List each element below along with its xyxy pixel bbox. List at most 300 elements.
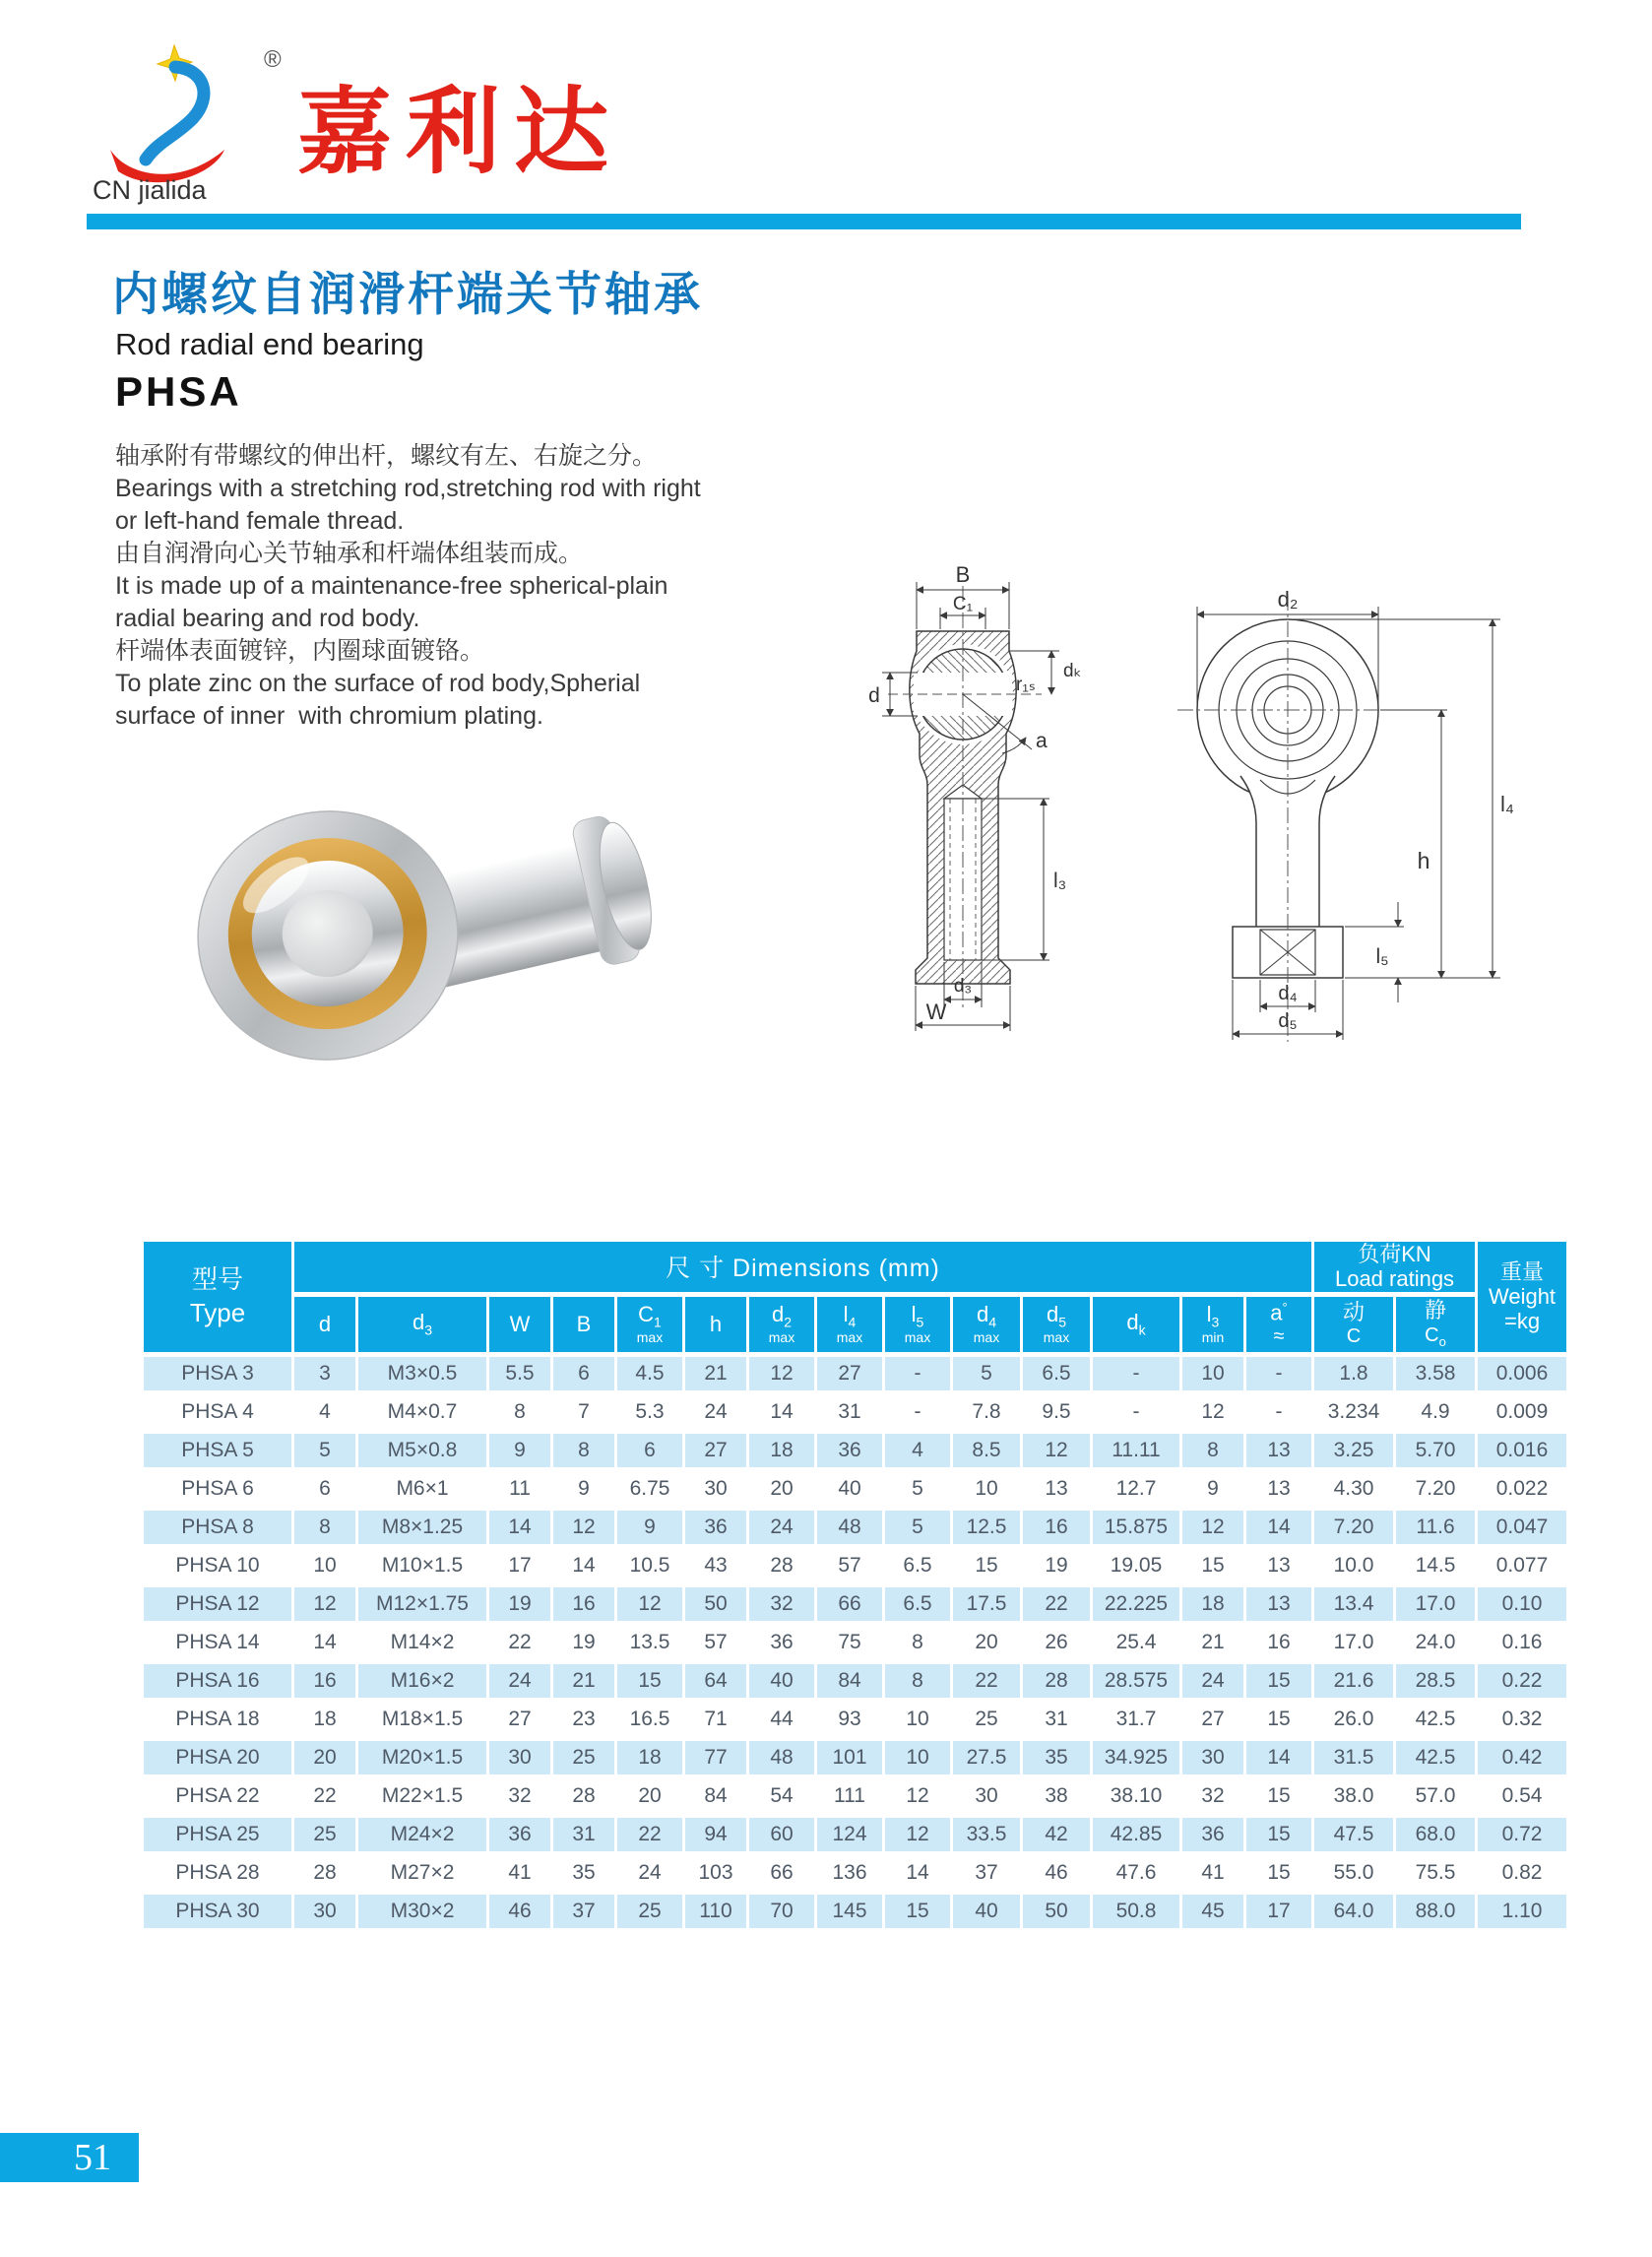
header-load-ratings — [1314, 1242, 1475, 1292]
table-cell: 25.4 — [1093, 1626, 1179, 1659]
table-cell: 18 — [617, 1741, 682, 1774]
table-cell: 36 — [749, 1626, 814, 1659]
table-cell: 9 — [489, 1434, 550, 1467]
dim-label-r1s: r₁ₛ — [1016, 675, 1036, 695]
dim-label-a: a — [1036, 730, 1048, 752]
table-cell: 13 — [1246, 1434, 1311, 1467]
table-cell: 12.7 — [1093, 1472, 1179, 1506]
table-cell: 20 — [749, 1472, 814, 1506]
dim-label-l5: l₅ — [1375, 945, 1389, 968]
dim-label-W: W — [925, 1000, 947, 1024]
logo-caption: CN jialida — [93, 175, 207, 205]
table-cell: 8 — [885, 1664, 950, 1698]
table-cell: 31 — [1023, 1703, 1090, 1736]
row-type-cell: PHSA 8 — [144, 1511, 291, 1544]
table-cell: 38.10 — [1093, 1779, 1179, 1813]
table-cell: 101 — [817, 1741, 882, 1774]
table-cell: - — [885, 1357, 950, 1390]
column-header: W — [489, 1297, 550, 1352]
table-cell: 16 — [1023, 1511, 1090, 1544]
table-cell: 0.82 — [1478, 1856, 1566, 1890]
table-cell: 14 — [1246, 1741, 1311, 1774]
table-cell: M4×0.7 — [358, 1395, 486, 1429]
table-cell: 25 — [617, 1895, 682, 1928]
table-cell: 12 — [749, 1357, 814, 1390]
table-cell: M8×1.25 — [358, 1511, 486, 1544]
table-cell: 5.5 — [489, 1357, 550, 1390]
table-cell: 77 — [685, 1741, 746, 1774]
row-type-cell: PHSA 16 — [144, 1664, 291, 1698]
table-cell: 11.6 — [1396, 1511, 1475, 1544]
column-header: 静 $C_o$ — [1396, 1297, 1475, 1352]
table-cell: 15 — [953, 1549, 1020, 1582]
table-cell: 0.42 — [1478, 1741, 1566, 1774]
table-cell: 50 — [1023, 1895, 1090, 1928]
dim-label-l3: l₃ — [1053, 870, 1067, 892]
company-logo — [89, 39, 290, 205]
table-cell: 19.05 — [1093, 1549, 1179, 1582]
table-cell: 17.0 — [1396, 1587, 1475, 1621]
table-cell: 31.5 — [1314, 1741, 1393, 1774]
table-cell: 30 — [294, 1895, 355, 1928]
table-cell: 17 — [1246, 1895, 1311, 1928]
table-cell: 16 — [553, 1587, 614, 1621]
table-cell: 12 — [885, 1818, 950, 1851]
header-divider-bar — [87, 214, 1521, 229]
table-cell: 4.5 — [617, 1357, 682, 1390]
header-weight-en: Weight — [1488, 1284, 1557, 1310]
row-type-cell: PHSA 20 — [144, 1741, 291, 1774]
page-number: 51 — [0, 2133, 139, 2182]
column-header: 动 C — [1314, 1297, 1393, 1352]
table-cell: 15 — [1246, 1664, 1311, 1698]
table-row — [144, 1357, 1566, 1390]
table-cell: 93 — [817, 1703, 882, 1736]
table-cell: 110 — [685, 1895, 746, 1928]
table-cell: 71 — [685, 1703, 746, 1736]
row-type-cell: PHSA 22 — [144, 1779, 291, 1813]
table-cell: 30 — [953, 1779, 1020, 1813]
table-cell: 9 — [1182, 1472, 1243, 1506]
table-cell: 12 — [1023, 1434, 1090, 1467]
description-line: Bearings with a stretching rod,stretching rod with right — [115, 475, 701, 502]
table-cell: 20 — [953, 1626, 1020, 1659]
table-cell: 42.85 — [1093, 1818, 1179, 1851]
table-cell: M5×0.8 — [358, 1434, 486, 1467]
description-line: It is made up of a maintenance-free spherical-plain — [115, 572, 668, 600]
table-row — [144, 1434, 1566, 1467]
table-row — [144, 1395, 1566, 1429]
logo-swoosh-blue — [146, 67, 204, 160]
table-cell: 17.0 — [1314, 1626, 1393, 1659]
table-cell: 84 — [817, 1664, 882, 1698]
table-cell: 15 — [1246, 1703, 1311, 1736]
column-header: $d_2$ max — [749, 1297, 814, 1352]
table-cell: 42 — [1023, 1818, 1090, 1851]
header-weight — [1478, 1242, 1566, 1352]
column-header: d — [294, 1297, 355, 1352]
table-cell: 9 — [553, 1472, 614, 1506]
table-cell: 0.54 — [1478, 1779, 1566, 1813]
product-title-en: Rod radial end bearing — [115, 327, 424, 361]
table-cell: 12.5 — [953, 1511, 1020, 1544]
dim-label-d2: d₂ — [1277, 587, 1299, 612]
dim-label-d4: d₄ — [1278, 983, 1298, 1004]
table-cell: 16 — [1246, 1626, 1311, 1659]
table-cell: 21 — [553, 1664, 614, 1698]
table-cell: 57 — [817, 1549, 882, 1582]
table-cell: 22.225 — [1093, 1587, 1179, 1621]
dim-label-dK: dₖ — [1063, 661, 1082, 681]
table-cell: 10 — [885, 1741, 950, 1774]
row-type-cell: PHSA 25 — [144, 1818, 291, 1851]
table-cell: 7.8 — [953, 1395, 1020, 1429]
column-header: $d_3$ — [358, 1297, 486, 1352]
table-cell: 26 — [1023, 1626, 1090, 1659]
table-cell: 24 — [489, 1664, 550, 1698]
header-type-cn: 型号 — [191, 1264, 243, 1294]
table-cell: - — [1093, 1357, 1179, 1390]
table-cell: 3.25 — [1314, 1434, 1393, 1467]
description-line: To plate zinc on the surface of rod body,Spherial — [115, 670, 641, 697]
row-type-cell: PHSA 5 — [144, 1434, 291, 1467]
table-cell: 31 — [553, 1818, 614, 1851]
row-type-cell: PHSA 10 — [144, 1549, 291, 1582]
table-cell: 88.0 — [1396, 1895, 1475, 1928]
table-cell: - — [885, 1395, 950, 1429]
table-cell: 40 — [817, 1472, 882, 1506]
table-cell: 0.32 — [1478, 1703, 1566, 1736]
table-cell: 15 — [1246, 1856, 1311, 1890]
table-cell: 8 — [553, 1434, 614, 1467]
table-cell: 4.9 — [1396, 1395, 1475, 1429]
table-cell: 16.5 — [617, 1703, 682, 1736]
table-cell: 21 — [1182, 1626, 1243, 1659]
table-cell: 41 — [1182, 1856, 1243, 1890]
table-cell: 37 — [953, 1856, 1020, 1890]
table-cell: 45 — [1182, 1895, 1243, 1928]
dim-label-B: B — [955, 562, 971, 587]
table-cell: 8.5 — [953, 1434, 1020, 1467]
table-cell: 31.7 — [1093, 1703, 1179, 1736]
brand-name: 嘉利达 — [297, 80, 622, 185]
table-row — [144, 1741, 1566, 1774]
table-cell: 14 — [885, 1856, 950, 1890]
table-cell: M24×2 — [358, 1818, 486, 1851]
table-cell: 50 — [685, 1587, 746, 1621]
row-type-cell: PHSA 30 — [144, 1895, 291, 1928]
table-cell: 28 — [1023, 1664, 1090, 1698]
description-line: 由自润滑向心关节轴承和杆端体组装而成。 — [115, 540, 584, 567]
table-cell: - — [1246, 1395, 1311, 1429]
table-cell: 5 — [953, 1357, 1020, 1390]
table-cell: 66 — [749, 1856, 814, 1890]
table-cell: 15.875 — [1093, 1511, 1179, 1544]
table-cell: 24.0 — [1396, 1626, 1475, 1659]
table-cell: 24 — [685, 1395, 746, 1429]
column-header: $l_5$ max — [885, 1297, 950, 1352]
table-row — [144, 1779, 1566, 1813]
dim-label-d3: d₃ — [953, 976, 973, 997]
table-cell: 7 — [553, 1395, 614, 1429]
row-type-cell: PHSA 4 — [144, 1395, 291, 1429]
table-row — [144, 1549, 1566, 1582]
table-cell: 13.5 — [617, 1626, 682, 1659]
table-cell: 75.5 — [1396, 1856, 1475, 1890]
table-cell: 27 — [685, 1434, 746, 1467]
table-cell: 54 — [749, 1779, 814, 1813]
column-header: a° ≈ — [1246, 1297, 1311, 1352]
table-cell: 14 — [1246, 1511, 1311, 1544]
table-cell: 5.70 — [1396, 1434, 1475, 1467]
table-cell: 84 — [685, 1779, 746, 1813]
spec-table — [141, 1237, 1569, 1933]
table-cell: 31 — [817, 1395, 882, 1429]
row-type-cell: PHSA 3 — [144, 1357, 291, 1390]
table-cell: 0.006 — [1478, 1357, 1566, 1390]
column-header: $d_k$ — [1093, 1297, 1179, 1352]
table-cell: 5 — [885, 1472, 950, 1506]
column-header: $l_4$ max — [817, 1297, 882, 1352]
table-cell: 21.6 — [1314, 1664, 1393, 1698]
table-cell: 48 — [817, 1511, 882, 1544]
table-cell: 24 — [749, 1511, 814, 1544]
table-cell: 60 — [749, 1818, 814, 1851]
table-cell: 28.575 — [1093, 1664, 1179, 1698]
table-row — [144, 1626, 1566, 1659]
table-cell: 70 — [749, 1895, 814, 1928]
table-row — [144, 1472, 1566, 1506]
table-cell: 9.5 — [1023, 1395, 1090, 1429]
table-cell: - — [1246, 1357, 1311, 1390]
table-cell: 3.58 — [1396, 1357, 1475, 1390]
table-row — [144, 1664, 1566, 1698]
table-cell: 46 — [1023, 1856, 1090, 1890]
table-cell: 0.22 — [1478, 1664, 1566, 1698]
table-cell: 10 — [1182, 1357, 1243, 1390]
table-cell: - — [1093, 1395, 1179, 1429]
table-cell: 43 — [685, 1549, 746, 1582]
table-cell: 25 — [553, 1741, 614, 1774]
table-cell: 3 — [294, 1357, 355, 1390]
table-cell: 7.20 — [1314, 1511, 1393, 1544]
table-cell: 6 — [294, 1472, 355, 1506]
table-cell: 4 — [294, 1395, 355, 1429]
table-cell: 23 — [553, 1703, 614, 1736]
table-cell: 5 — [885, 1511, 950, 1544]
table-cell: M18×1.5 — [358, 1703, 486, 1736]
table-cell: 13.4 — [1314, 1587, 1393, 1621]
table-cell: 15 — [885, 1895, 950, 1928]
table-cell: 124 — [817, 1818, 882, 1851]
table-cell: M22×1.5 — [358, 1779, 486, 1813]
table-cell: 28 — [294, 1856, 355, 1890]
table-cell: 10 — [885, 1703, 950, 1736]
table-cell: 38 — [1023, 1779, 1090, 1813]
table-cell: 10 — [294, 1549, 355, 1582]
table-cell: 0.16 — [1478, 1626, 1566, 1659]
table-cell: 26.0 — [1314, 1703, 1393, 1736]
header-dimensions — [294, 1242, 1311, 1292]
table-row — [144, 1856, 1566, 1890]
front-view-diagram — [1150, 577, 1534, 1060]
table-cell: 42.5 — [1396, 1703, 1475, 1736]
table-cell: 13 — [1246, 1472, 1311, 1506]
table-cell: 10 — [953, 1472, 1020, 1506]
table-cell: 103 — [685, 1856, 746, 1890]
table-cell: 35 — [553, 1856, 614, 1890]
table-cell: 6 — [617, 1434, 682, 1467]
column-header: h — [685, 1297, 746, 1352]
table-cell: 0.72 — [1478, 1818, 1566, 1851]
description-line: radial bearing and rod body. — [115, 605, 420, 632]
table-cell: 8 — [1182, 1434, 1243, 1467]
header-dimensions-en: Dimensions (mm) — [732, 1255, 940, 1283]
table-cell: 36 — [1182, 1818, 1243, 1851]
table-cell: 12 — [617, 1587, 682, 1621]
table-cell: 3.234 — [1314, 1395, 1393, 1429]
table-cell: 18 — [1182, 1587, 1243, 1621]
table-cell: 28.5 — [1396, 1664, 1475, 1698]
table-cell: 47.5 — [1314, 1818, 1393, 1851]
table-cell: 136 — [817, 1856, 882, 1890]
header-type — [144, 1242, 291, 1352]
table-cell: 32 — [489, 1779, 550, 1813]
table-cell: 12 — [553, 1511, 614, 1544]
table-cell: 4.30 — [1314, 1472, 1393, 1506]
table-cell: 40 — [953, 1895, 1020, 1928]
table-cell: 14 — [553, 1549, 614, 1582]
column-header: $l_3$ min — [1182, 1297, 1243, 1352]
table-cell: 1.8 — [1314, 1357, 1393, 1390]
table-row — [144, 1511, 1566, 1544]
table-cell: 22 — [294, 1779, 355, 1813]
description-line: 轴承附有带螺纹的伸出杆，螺纹有左、右旋之分。 — [115, 442, 658, 470]
description-line: or left-hand female thread. — [115, 507, 405, 535]
table-cell: 6.75 — [617, 1472, 682, 1506]
table-row — [144, 1818, 1566, 1851]
table-cell: M20×1.5 — [358, 1741, 486, 1774]
table-cell: 27.5 — [953, 1741, 1020, 1774]
description-line: 杆端体表面镀锌，内圈球面镀铬。 — [115, 637, 485, 665]
table-cell: 25 — [294, 1818, 355, 1851]
table-cell: 37 — [553, 1895, 614, 1928]
table-cell: 27 — [489, 1703, 550, 1736]
photo-ring — [182, 795, 475, 1076]
product-model: PHSA — [115, 368, 242, 415]
table-cell: 64 — [685, 1664, 746, 1698]
table-cell: 12 — [1182, 1511, 1243, 1544]
table-cell: 1.10 — [1478, 1895, 1566, 1928]
table-cell: 12 — [885, 1779, 950, 1813]
table-cell: 50.8 — [1093, 1895, 1179, 1928]
registered-mark: ® — [264, 46, 282, 73]
column-header: $C_1$ max — [617, 1297, 682, 1352]
table-cell: 33.5 — [953, 1818, 1020, 1851]
row-type-cell: PHSA 6 — [144, 1472, 291, 1506]
table-cell: 32 — [1182, 1779, 1243, 1813]
section-view-diagram — [805, 545, 1130, 1037]
table-cell: 27 — [1182, 1703, 1243, 1736]
table-cell: 8 — [489, 1395, 550, 1429]
table-cell: 25 — [953, 1703, 1020, 1736]
table-cell: 47.6 — [1093, 1856, 1179, 1890]
column-header: $d_4$ max — [953, 1297, 1020, 1352]
table-cell: 22 — [1023, 1587, 1090, 1621]
table-cell: 15 — [1182, 1549, 1243, 1582]
table-cell: 34.925 — [1093, 1741, 1179, 1774]
table-cell: 12 — [294, 1587, 355, 1621]
table-cell: M12×1.75 — [358, 1587, 486, 1621]
table-cell: 35 — [1023, 1741, 1090, 1774]
table-cell: 32 — [749, 1587, 814, 1621]
table-cell: 75 — [817, 1626, 882, 1659]
table-cell: 17 — [489, 1549, 550, 1582]
table-cell: 0.016 — [1478, 1434, 1566, 1467]
table-cell: 24 — [617, 1856, 682, 1890]
dim-label-d5: d₅ — [1278, 1010, 1298, 1032]
table-cell: 68.0 — [1396, 1818, 1475, 1851]
table-cell: 22 — [617, 1818, 682, 1851]
table-row — [144, 1895, 1566, 1928]
table-cell: 11.11 — [1093, 1434, 1179, 1467]
table-cell: 10.0 — [1314, 1549, 1393, 1582]
table-cell: 28 — [553, 1779, 614, 1813]
table-cell: 19 — [553, 1626, 614, 1659]
table-row — [144, 1587, 1566, 1621]
table-cell: 20 — [617, 1779, 682, 1813]
table-cell: M14×2 — [358, 1626, 486, 1659]
table-cell: 14 — [294, 1626, 355, 1659]
table-cell: 27 — [817, 1357, 882, 1390]
table-cell: 9 — [617, 1511, 682, 1544]
table-cell: 36 — [685, 1511, 746, 1544]
table-cell: M3×0.5 — [358, 1357, 486, 1390]
table-cell: 17.5 — [953, 1587, 1020, 1621]
table-cell: 6.5 — [885, 1587, 950, 1621]
table-cell: 66 — [817, 1587, 882, 1621]
table-cell: 41 — [489, 1856, 550, 1890]
table-cell: 16 — [294, 1664, 355, 1698]
row-type-cell: PHSA 18 — [144, 1703, 291, 1736]
header-weight-unit: =kg — [1503, 1309, 1541, 1334]
product-description — [115, 440, 701, 733]
column-header: $d_5$ max — [1023, 1297, 1090, 1352]
table-cell: 8 — [885, 1626, 950, 1659]
table-cell: 14 — [489, 1511, 550, 1544]
table-cell: 0.10 — [1478, 1587, 1566, 1621]
product-title-cn: 内螺纹自润滑杆端关节轴承 — [112, 268, 703, 320]
column-header: B — [553, 1297, 614, 1352]
table-cell: 8 — [294, 1511, 355, 1544]
dim-label-l4: l₄ — [1500, 792, 1514, 816]
table-cell: 24 — [1182, 1664, 1243, 1698]
table-cell: 57 — [685, 1626, 746, 1659]
table-cell: 44 — [749, 1703, 814, 1736]
table-cell: 36 — [817, 1434, 882, 1467]
table-cell: M10×1.5 — [358, 1549, 486, 1582]
header-dimensions-cn: 尺 寸 — [666, 1255, 726, 1283]
header-weight-cn: 重量 — [1500, 1258, 1545, 1284]
table-cell: 11 — [489, 1472, 550, 1506]
table-cell: 19 — [489, 1587, 550, 1621]
description-line: surface of inner with chromium plating. — [115, 702, 543, 730]
table-cell: 13 — [1023, 1472, 1090, 1506]
product-photo — [146, 760, 712, 1090]
row-type-cell: PHSA 12 — [144, 1587, 291, 1621]
table-cell: 15 — [617, 1664, 682, 1698]
table-cell: 0.022 — [1478, 1472, 1566, 1506]
